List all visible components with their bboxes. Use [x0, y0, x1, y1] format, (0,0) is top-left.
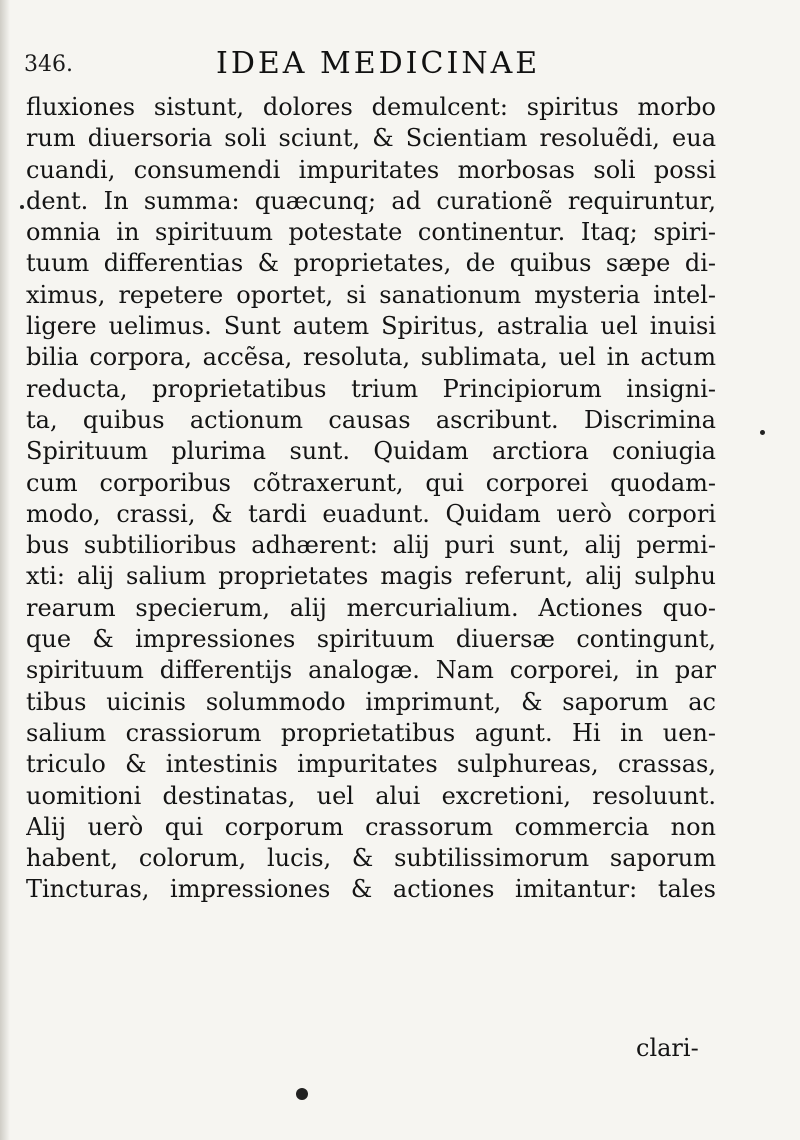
text-line: omnia in spirituum potestate continentur. Itaq; spiri- — [26, 218, 716, 247]
body-text — [26, 92, 716, 906]
text-line: rum diuersoria soli sciunt, & Scientiam resoluẽdi, eua — [26, 124, 716, 153]
running-title: IDEA MEDICINAE — [216, 46, 541, 81]
text-line: triculo & intestinis impuritates sulphureas, crassas, — [26, 750, 716, 779]
text-line: rearum specierum, alij mercurialium. Actiones quo- — [26, 593, 716, 622]
text-line: bus subtilioribus adhærent: alij puri sunt, alij permi- — [26, 531, 716, 560]
page-gutter-shadow — [0, 0, 10, 1140]
text-line: ximus, repetere oportet, si sanationum mysteria intel- — [26, 280, 716, 309]
catchword: clari- — [636, 1034, 699, 1062]
text-line: xti: alij salium proprietates magis referunt, alij sulphu — [26, 562, 716, 591]
ink-speck — [20, 205, 24, 209]
text-line: reducta, proprietatibus trium Principiorum insigni- — [26, 374, 716, 403]
page-number: 346. — [24, 52, 73, 77]
text-line: ligere uelimus. Sunt autem Spiritus, astralia uel inuisi — [26, 312, 716, 341]
text-line: cum corporibus cõtraxerunt, qui corporei quodam- — [26, 468, 716, 497]
text-line: fluxiones sistunt, dolores demulcent: spiritus morbo — [26, 93, 716, 121]
text-line: uomitioni destinatas, uel alui excretioni, resoluunt. — [26, 781, 716, 810]
text-line: modo, crassi, & tardi euadunt. Quidam uerò corpori — [26, 499, 716, 528]
text-line: cuandi, consumendi impuritates morbosas soli possi — [26, 155, 716, 184]
text-line: ta, quibus actionum causas ascribunt. Discrimina — [26, 405, 716, 434]
text-line: bilia corpora, accẽsa, resoluta, sublimata, uel in actum — [26, 343, 716, 372]
text-line: salium crassiorum proprietatibus agunt. Hi in uen- — [26, 718, 716, 747]
page-header — [20, 44, 760, 90]
text-line: dent. In summa: quæcunq; ad curationẽ requiruntur, — [26, 186, 716, 215]
text-line: Spirituum plurima sunt. Quidam arctiora coniugia — [26, 437, 716, 466]
text-line: Tincturas, impressiones & actiones imitantur: tales — [26, 875, 716, 904]
text-line: tibus uicinis solummodo imprimunt, & saporum ac — [26, 687, 716, 716]
text-line: tuum differentias & proprietates, de quibus sæpe di- — [26, 249, 716, 278]
text-line: Alij uerò qui corporum crassorum commercia non — [26, 812, 716, 841]
ink-speck — [760, 430, 765, 435]
text-line: spirituum differentijs analogæ. Nam corporei, in par — [26, 656, 716, 685]
text-line: habent, colorum, lucis, & subtilissimorum saporum — [26, 844, 716, 873]
ink-blot — [296, 1088, 308, 1100]
text-line: que & impressiones spirituum diuersæ contingunt, — [26, 625, 716, 654]
